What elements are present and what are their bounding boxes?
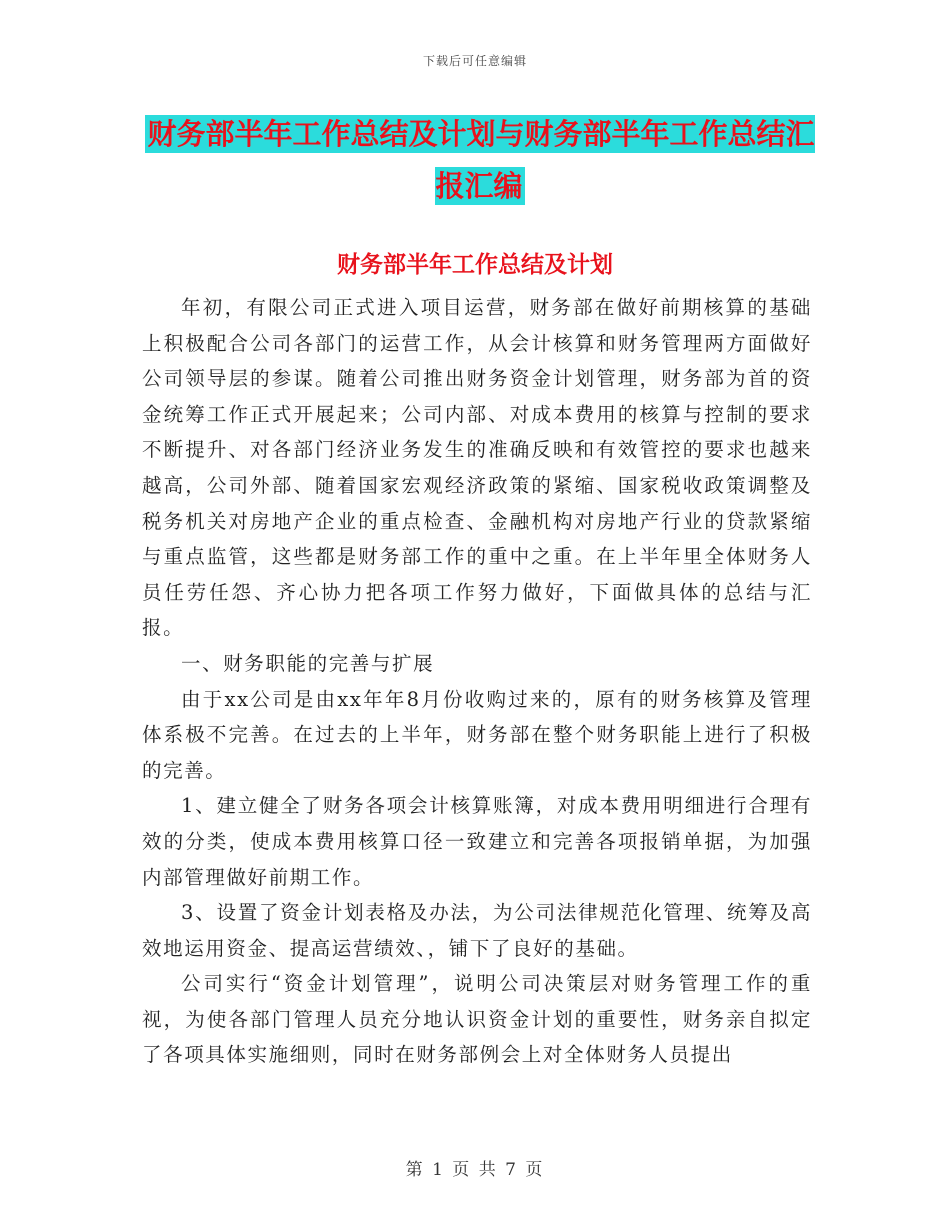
paragraph-background: 由于xx公司是由xx年年8月份收购过来的，原有的财务核算及管理体系极不完善。在过去的上半年，财务部在整个财务职能上进行了积极的完善。 <box>142 687 812 782</box>
section-title: 财务部半年工作总结及计划 <box>337 252 613 278</box>
paragraph-item-3: 3、设置了资金计划表格及办法，为公司法律规范化管理、统筹及高效地运用资金、提高运营绩效、，铺下了良好的基础。 <box>142 901 812 960</box>
page-header: 下载后可任意编辑 <box>422 54 527 68</box>
page-number: 第 1 页 共 7 页 <box>405 1160 545 1180</box>
document-title-highlight: 财务部半年工作总结及计划与财务部半年工作总结汇报汇编 <box>147 117 815 203</box>
document-title <box>140 108 820 212</box>
document-body <box>142 290 812 1073</box>
paragraph-item-1: 1、建立健全了财务各项会计核算账簿，对成本费用明细进行合理有效的分类，使成本费用核算口径一致建立和完善各项报销单据，为加强内部管理做好前期工作。 <box>142 794 812 889</box>
paragraph-heading-1: 一、财务职能的完善与扩展 <box>181 651 435 675</box>
paragraph-intro: 年初，有限公司正式进入项目运营，财务部在做好前期核算的基础上积极配合公司各部门的运营工作，从会计核算和财务管理两方面做好公司领导层的参谋。随着公司推出财务资金计划管理，财务部为首的资金统筹工作正式开展起来；公司内部、对成本费用的核算与控制的要求不断提升、对各部门经济业务发生的准确反映和有效管控的要求也越来越高，公司外部、随着国家宏观经济政策的紧缩、国家税收政策调整及税务机关对房地产企业的重点检查、金融机构对房地产行业的贷款紧缩与重点监管，这些都是财务部工作的重中之重。在上半年里全体财务人员任劳任怨、齐心协力把各项工作努力做好，下面做具体的总结与汇报。 <box>142 296 812 640</box>
paragraph-fund-plan: 公司实行“资金计划管理”，说明公司决策层对财务管理工作的重视，为使各部门管理人员充分地认识资金计划的重要性，财务亲自拟定了各项具体实施细则，同时在财务部例会上对全体财务人员提出 <box>142 972 812 1067</box>
